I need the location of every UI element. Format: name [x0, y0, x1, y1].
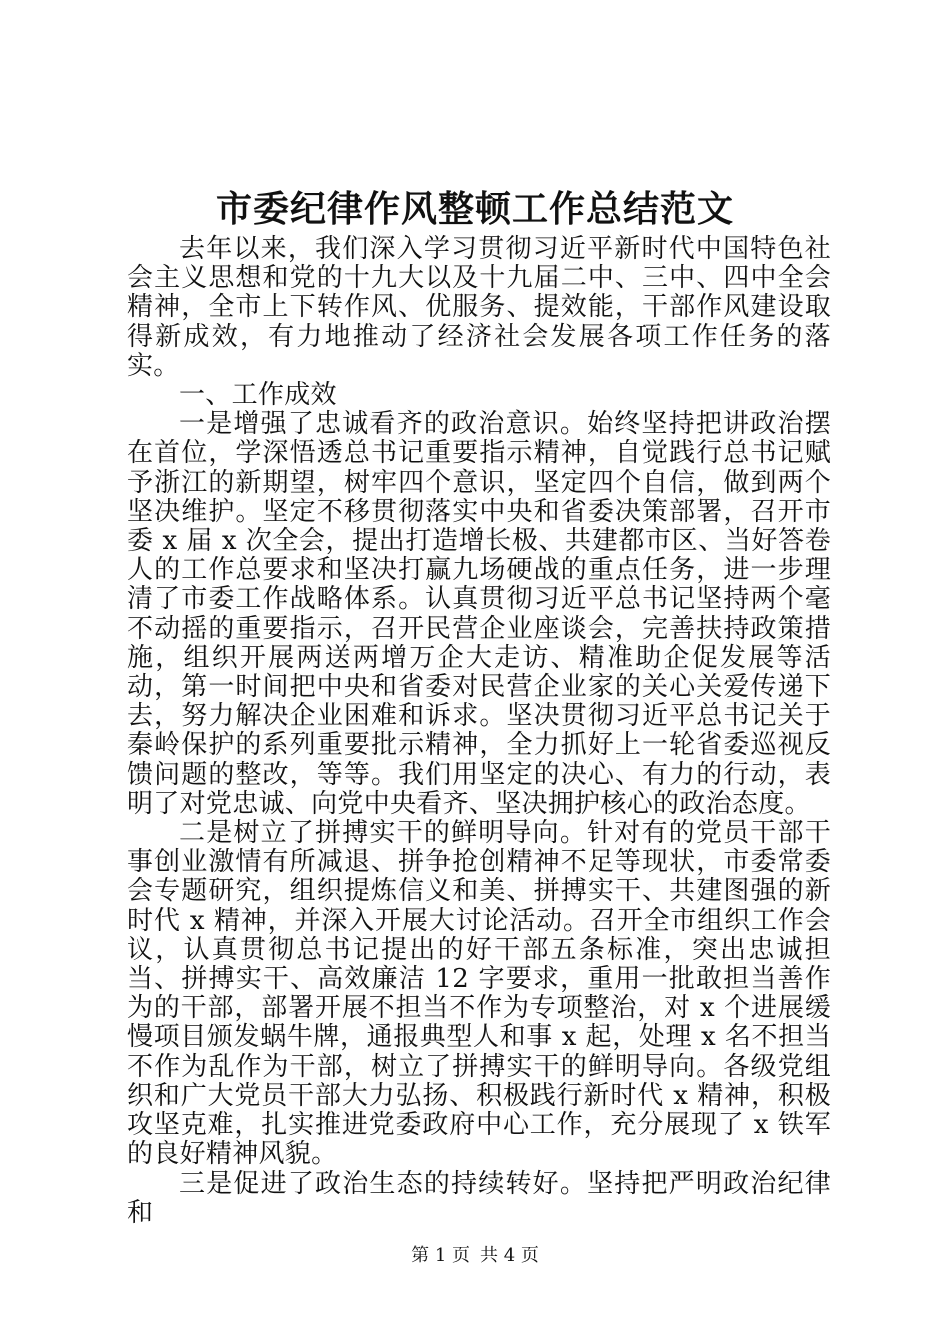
- paragraph-point-3: 三是促进了政治生态的持续转好。坚持把严明政治纪律和: [127, 1168, 831, 1228]
- page-footer: [0, 1244, 950, 1268]
- page-total: 共 4 页: [480, 1245, 539, 1266]
- section-heading: 一、工作成效: [179, 380, 337, 411]
- paragraph-point-2: 二是树立了拼搏实干的鲜明导向。针对有的党员干部干事创业激情有所减退、拼争抢创精神不足等现状，市委常委会专题研究，组织提炼信义和美、拼搏实干、共建图强的新时代 x 精神，并深入开展大讨论活动。召开全市组织工作会议，认真贯彻总书记提出的好干部五条标准，突出忠诚担当、拼搏实干、高效廉洁 12 字要求，重用一批敢担当善作为的干部，部署开展不担当不作为专项整治，对 x 个进展缓慢项目颁发蜗牛牌，通报典型人和事 x 起，处理 x 名不担当不作为乱作为干部，树立了拼搏实干的鲜明导向。各级党组织和广大党员干部大力弘扬、积极践行新时代 x 精神，积极攻坚克难，扎实推进党委政府中心工作，充分展现了 x 铁军的良好精神风貌。: [127, 818, 831, 1170]
- paragraph-point-1: 一是增强了忠诚看齐的政治意识。始终坚持把讲政治摆在首位，学深悟透总书记重要指示精神，自觉践行总书记赋予浙江的新期望，树牢四个意识，坚定四个自信，做到两个坚决维护。坚定不移贯彻落实中央和省委决策部署，召开市委 x 届 x 次全会，提出打造增长极、共建都市区、当好答卷人的工作总要求和坚决打赢九场硬战的重点任务，进一步理清了市委工作战略体系。认真贯彻习近平总书记坚持两个毫不动摇的重要指示，召开民营企业座谈会，完善扶持政策措施，组织开展两送两增万企大走访、精准助企促发展等活动，第一时间把中央和省委对民营企业家的关心关爱传递下去，努力解决企业困难和诉求。坚决贯彻习近平总书记关于秦岭保护的系列重要批示精神，全力抓好上一轮省委巡视反馈问题的整改，等等。我们用坚定的决心、有力的行动，表明了对党忠诚、向党中央看齐、坚决拥护核心的政治态度。: [127, 409, 831, 819]
- paragraph-intro: 去年以来，我们深入学习贯彻习近平新时代中国特色社会主义思想和党的十九大以及十九届二中、三中、四中全会精神，全市上下转作风、优服务、提效能，干部作风建设取得新成效，有力地推动了经济社会发展各项工作任务的落实。: [127, 234, 831, 381]
- page-number: 第 1 页: [411, 1245, 470, 1266]
- document-body: [127, 235, 831, 1228]
- document-title: 市委纪律作风整顿工作总结范文: [215, 188, 734, 230]
